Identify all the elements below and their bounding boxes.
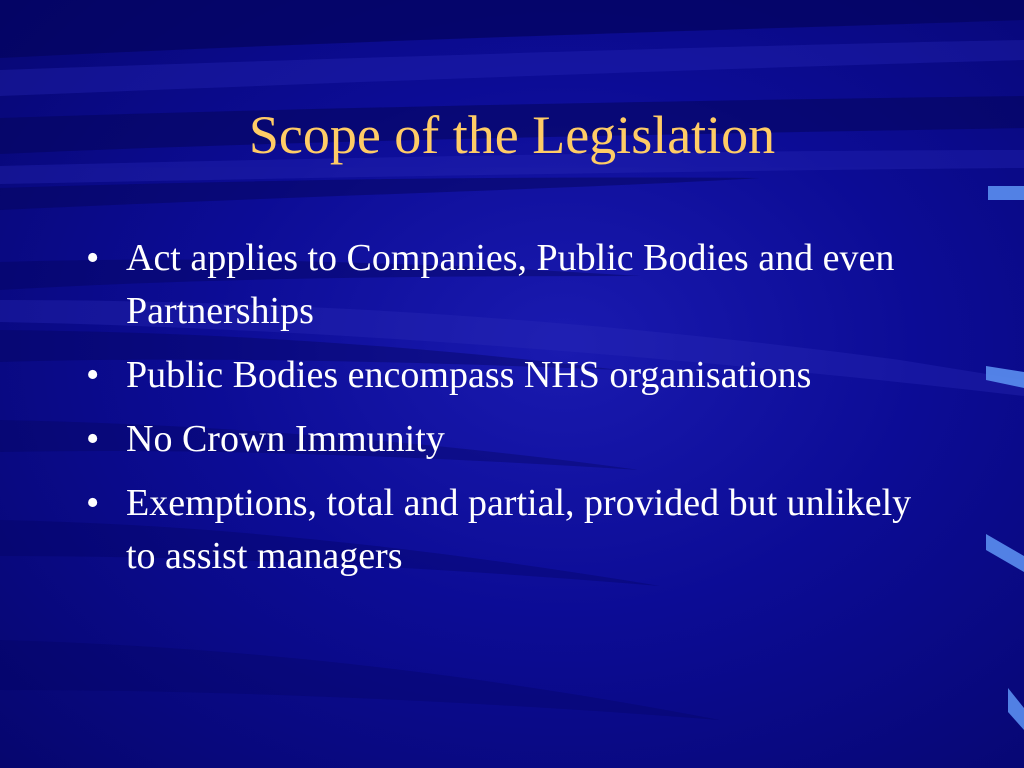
bullet-item <box>86 477 926 583</box>
bullet-item <box>86 349 926 402</box>
bullet-text: Act applies to Companies, Public Bodies and even Partnerships <box>126 237 895 332</box>
accent-bars <box>986 186 1024 730</box>
bullet-text: Exemptions, total and partial, provided but unlikely to assist managers <box>126 482 912 577</box>
bullet-dot-icon: • <box>86 482 100 524</box>
bullet-dot-icon: • <box>86 354 100 396</box>
bullet-dot-icon: • <box>86 237 100 279</box>
bullet-list <box>86 232 926 594</box>
bullet-dot-icon: • <box>86 418 100 460</box>
bullet-item <box>86 232 926 338</box>
bullet-item <box>86 413 926 466</box>
slide-title: Scope of the Legislation <box>248 105 776 165</box>
bullet-text: Public Bodies encompass NHS organisations <box>126 354 812 396</box>
bullet-text: No Crown Immunity <box>126 418 445 460</box>
